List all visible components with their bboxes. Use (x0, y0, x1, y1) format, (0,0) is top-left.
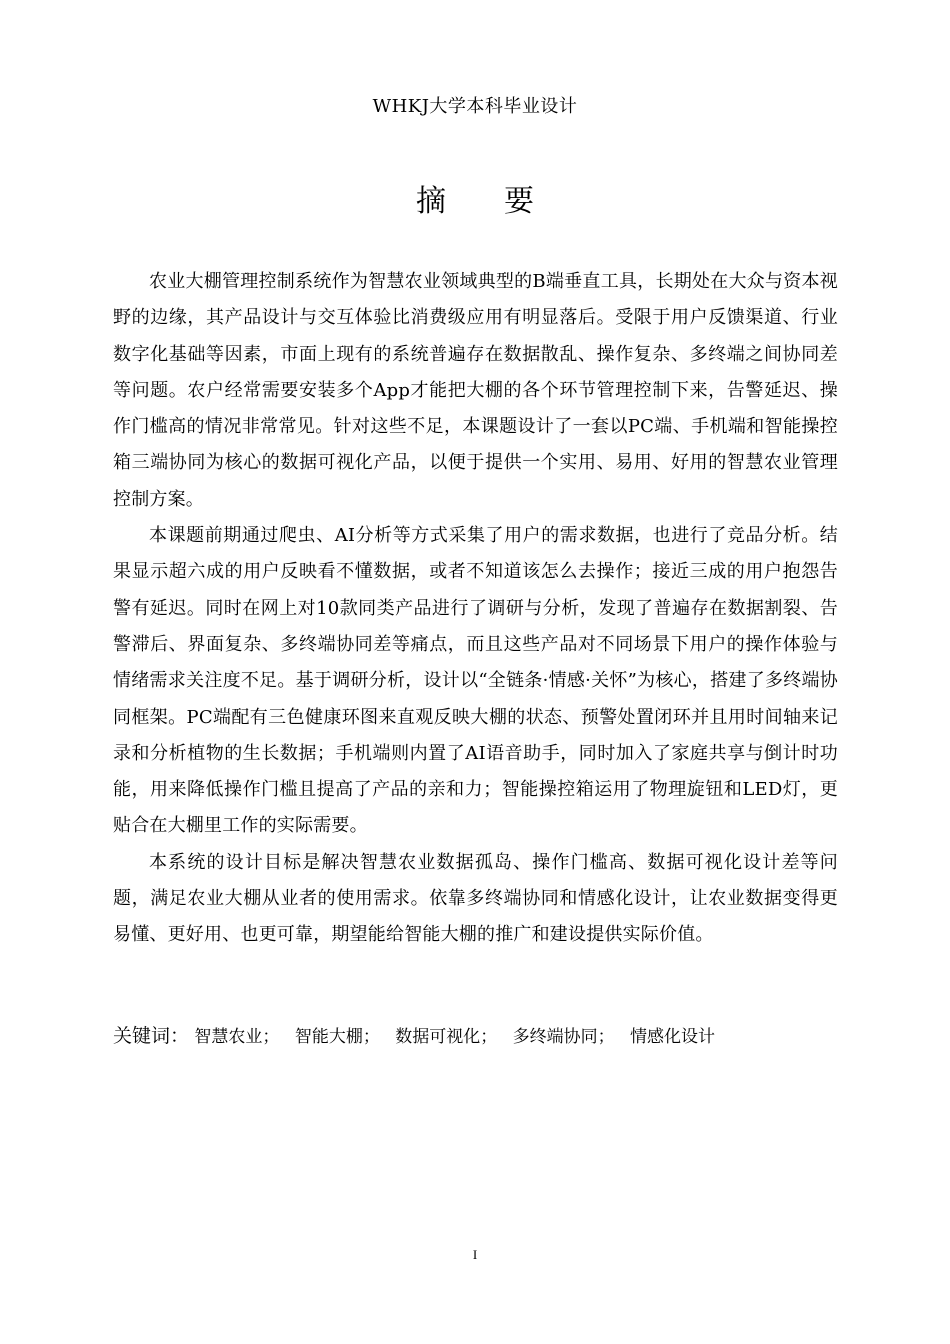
abstract-title: 摘要 (416, 184, 592, 219)
keywords-label: 关键词： (113, 1025, 190, 1047)
keyword-item: 情感化设计 (630, 1027, 716, 1047)
keyword-item: 多终端协同； (512, 1027, 615, 1047)
document-header (0, 94, 950, 120)
keyword-item: 数据可视化； (395, 1027, 498, 1047)
abstract-paragraph-3: 本系统的设计目标是解决智慧农业数据孤岛、操作门槛高、数据可视化设计差等问题，满足农业大棚从业者的使用需求。依靠多终端协同和情感化设计，让农业数据变得更易懂、更好用、也更可靠，期望能给智能大棚的推广和建设提供实际价值。 (113, 851, 838, 946)
abstract-body (113, 264, 838, 954)
abstract-paragraph-2: 本课题前期通过爬虫、AI分析等方式采集了用户的需求数据，也进行了竞品分析。结果显示超六成的用户反映看不懂数据，或者不知道该怎么去操作；接近三成的用户抱怨告警有延迟。同时在网上对10款同类产品进行了调研与分析，发现了普遍存在数据割裂、告警滞后、界面复杂、多终端协同差等痛点，而且这些产品对不同场景下用户的操作体验与情绪需求关注度不足。基于调研分析，设计以“全链条·情感·关怀”为核心，搭建了多终端协同框架。PC端配有三色健康环图来直观反映大棚的状态、预警处置闭环并且用时间轴来记录和分析植物的生长数据；手机端则内置了AI语音助手，同时加入了家庭共享与倒计时功能，用来降低操作门槛且提高了产品的亲和力；智能操控箱运用了物理旋钮和LED灯，更贴合在大棚里工作的实际需要。 (113, 525, 838, 837)
page-number: I (472, 1247, 478, 1262)
abstract-paragraph-1: 农业大棚管理控制系统作为智慧农业领域典型的B端垂直工具，长期处在大众与资本视野的边缘，其产品设计与交互体验比消费级应用有明显落后。受限于用户反馈渠道、行业数字化基础等因素，市面上现有的系统普遍存在数据散乱、操作复杂、多终端之间协同差等问题。农户经常需要安装多个App才能把大棚的各个环节管理控制下来，告警延迟、操作门槛高的情况非常常见。针对这些不足，本课题设计了一套以PC端、手机端和智能操控箱三端协同为核心的数据可视化产品，以便于提供一个实用、易用、好用的智慧农业管理控制方案。 (113, 271, 838, 510)
header-text: WHKJ大学本科毕业设计 (372, 96, 578, 117)
keyword-item: 智慧农业； (194, 1027, 280, 1047)
keywords-line (113, 1021, 873, 1052)
keyword-item: 智能大棚； (294, 1027, 380, 1047)
